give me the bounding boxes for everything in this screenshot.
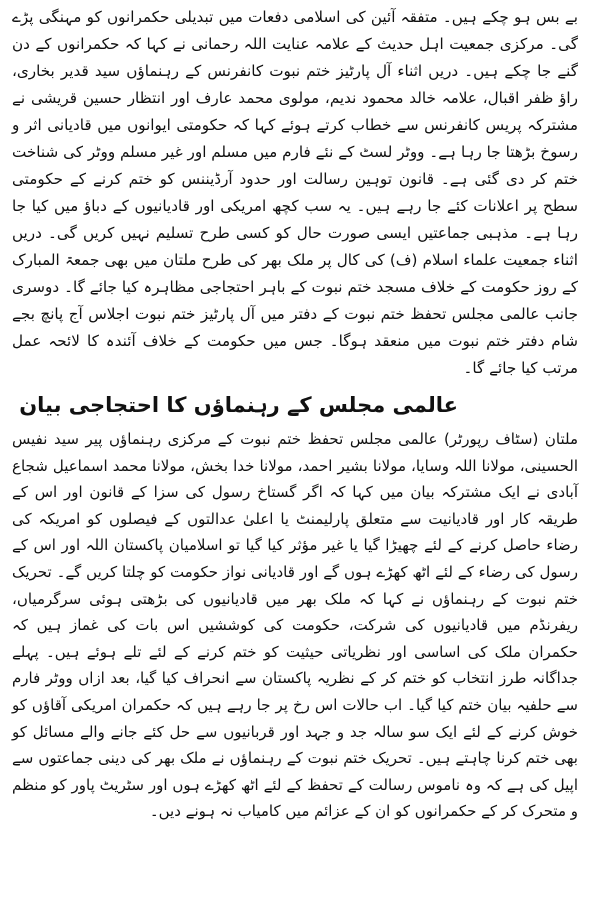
body-paragraph: ملتان (سٹاف رپورٹر) عالمی مجلس تحفظ ختم نبوت کے مرکزی رہنماؤں پیر سید نفیس الحسینی، مولانا اللہ وسایا، مولانا بشیر احمد، مولانا خدا بخش، مولانا محمد اسماعیل شجاع آبادی نے ایک مشترکہ بیان میں کہا کہ اگر گستاخ رسول کی سزا کے قانون اور اس کے طریقہ کار اور قادیانیت سے متعلق پارلیمنٹ یا اعلیٰ عدالتوں کے فیصلوں کو امریکہ کی رضاء حاصل کرنے کے لئے چھیڑا گیا یا غیر مؤثر کیا گیا تو اسلامیان پاکستان اللہ اور اس کے رسول کی رضاء کے لئے اٹھ کھڑے ہوں گے اور قادیانی نواز حکومت کو چلتا کریں گے۔ تحریک ختم نبوت کے رہنماؤں نے کہا کہ ملک بھر میں قادیانیوں کی بڑھتی ہوئی سرگرمیاں، ریفرنڈم میں قادیانیوں کی شرکت، حکومت کی کوششیں اس بات کی غماز ہیں کہ حکمران ملک کی اساسی اور نظریاتی حیثیت کو ختم کرنے کے لئے تلے ہوئے ہیں۔ پہلے جداگانہ طرز انتخاب کو ختم کر کے نظریہ پاکستان سے انحراف کیا گیا، بعد ازاں ووٹر فارم سے حلفیہ بیان ختم کیا گیا۔ اب حالات اس رخ پر جا رہے ہیں کہ حکمران امریکی آقاؤں کو خوش کرنے کے لئے ایک سو سالہ جد و جہد اور قربانیوں سے حل کئے جانے والے مسائل کو بھی ختم کرنا چاہتے ہیں۔ تحریک ختم نبوت کے رہنماؤں نے ملک بھر کی دینی جماعتوں سے اپیل کی ہے کہ وہ ناموس رسالت کے تحفظ کے لئے اٹھ کھڑے ہوں اور سٹریٹ پاور کو منظم و متحرک کر کے حکمرانوں کو ان کے عزائم میں کامیاب نہ ہونے دیں۔ — [12, 430, 578, 821]
section-heading: عالمی مجلس کے رہنماؤں کا احتجاجی بیان — [19, 393, 458, 417]
intro-paragraph: بے بس ہو چکے ہیں۔ متفقہ آئین کی اسلامی دفعات میں تبدیلی حکمرانوں کو مہنگی پڑے گی۔ مرکزی جمعیت اہل حدیث کے علامہ عنایت اللہ رحمانی نے کہا کہ حکمرانوں کے دن گنے جا چکے ہیں۔ دریں اثناء آل پارٹیز ختم نبوت کانفرنس کے رہنماؤں سید قدیر بخاری، راؤ ظفر اقبال، علامہ خالد محمود ندیم، مولوی محمد عارف اور انتظار حسین قریشی نے مشترکہ پریس کانفرنس سے خطاب کرتے ہوئے کہا کہ حکومتی ایوانوں میں قادیانی اثر و رسوخ بڑھتا جا رہا ہے۔ ووٹر لسٹ کے نئے فارم میں مسلم اور غیر مسلم ووٹر کی شناخت ختم کر دی گئی ہے۔ قانون توہین رسالت اور حدود آرڈیننس کو ختم کرنے کے حکومتی سطح پر اعلانات کئے جا رہے ہیں۔ یہ سب کچھ امریکی اور قادیانیوں کے دباؤ میں کیا جا رہا ہے۔ مذہبی جماعتیں ایسی صورت حال کو کسی طرح تسلیم نہیں کریں گی۔ دریں اثناء جمعیت علماء اسلام (ف) کی کال پر ملک بھر کی طرح ملتان میں بھی جمعۃ المبارک کے روز حکومت کے خلاف مسجد ختم نبوت کے باہر احتجاجی مظاہرہ کیا جائے گا۔ دوسری جانب عالمی مجلس تحفظ ختم نبوت کے دفتر میں آل پارٹیز ختم نبوت اجلاس آج پانچ بجے شام دفتر ختم نبوت میں منعقد ہوگا۔ جس میں حکومت کے خلاف آئندہ کا لائحہ عمل مرتب کیا جائے گا۔ — [12, 8, 578, 377]
